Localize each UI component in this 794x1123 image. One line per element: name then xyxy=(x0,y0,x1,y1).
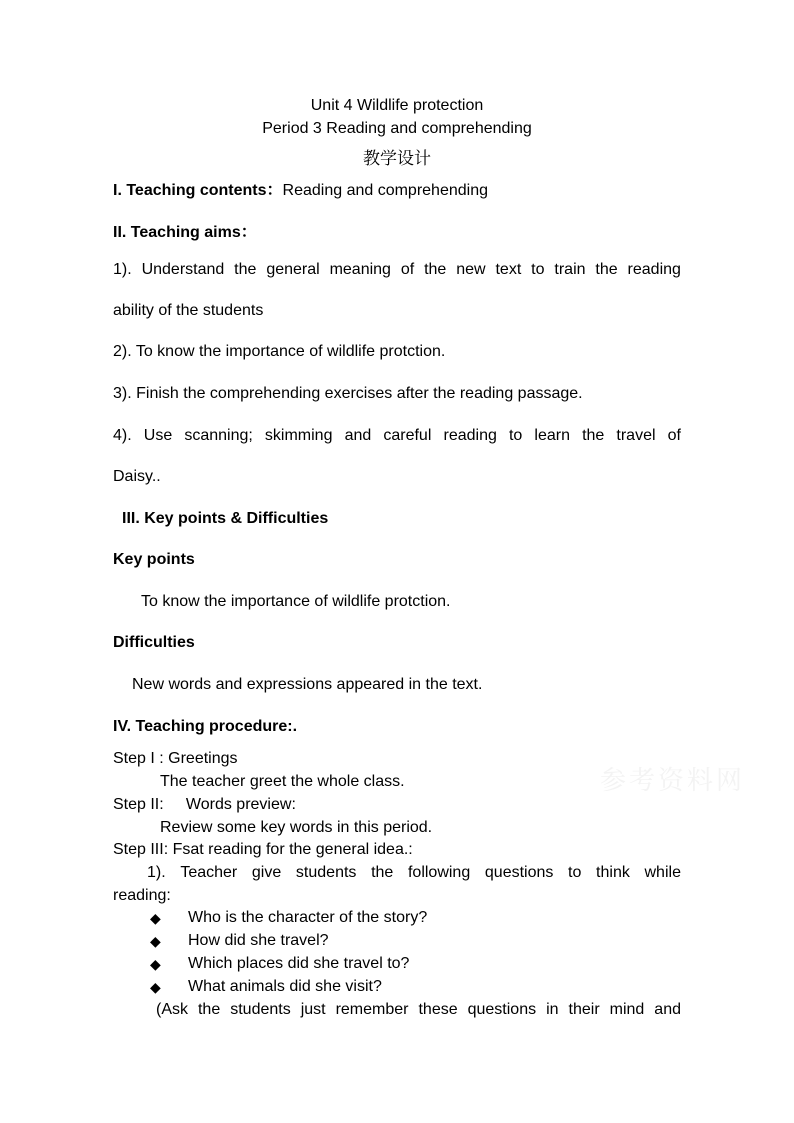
word: reading xyxy=(627,261,681,278)
word: questions xyxy=(484,864,554,881)
word: students xyxy=(230,1001,291,1018)
aim-1-line-2: ability of the students xyxy=(113,302,264,319)
word: (Ask xyxy=(156,1001,188,1018)
aim-4-line-1 xyxy=(113,427,681,445)
word: of xyxy=(667,427,681,444)
keypoints-label: Key points xyxy=(113,551,195,568)
word: following xyxy=(407,864,471,881)
question-item: How did she travel? xyxy=(188,932,329,949)
step-3-title: Step III: Fsat reading for the general idea.: xyxy=(113,841,413,858)
word: Teacher xyxy=(180,864,238,881)
word: the xyxy=(234,261,257,278)
word: and xyxy=(654,1001,681,1018)
step-3-line-2: reading: xyxy=(113,887,171,904)
word: skimming xyxy=(264,427,333,444)
word: the xyxy=(371,864,394,881)
word: general xyxy=(266,261,320,278)
question-item: Which places did she travel to? xyxy=(188,955,410,972)
word: of xyxy=(400,261,415,278)
word: to xyxy=(508,427,523,444)
keypoints-heading: III. Key points & Difficulties xyxy=(122,510,329,527)
diamond-bullet-icon: ◆ xyxy=(150,956,161,972)
word: reading xyxy=(443,427,497,444)
word: just xyxy=(300,1001,326,1018)
word: learn xyxy=(534,427,570,444)
contents-value: Reading and comprehending xyxy=(282,182,488,199)
word: students xyxy=(295,864,357,881)
chinese-title: 教学设计 xyxy=(363,149,431,169)
diamond-bullet-icon: ◆ xyxy=(150,933,161,949)
word: while xyxy=(644,864,681,881)
word: 4). xyxy=(113,427,132,444)
aim-1-line-1 xyxy=(113,261,681,279)
word: the xyxy=(595,261,618,278)
word: think xyxy=(596,864,630,881)
word: Understand xyxy=(141,261,225,278)
word: the xyxy=(197,1001,221,1018)
aim-4-line-2: Daisy.. xyxy=(113,468,161,485)
diamond-bullet-icon: ◆ xyxy=(150,979,161,995)
word: the xyxy=(424,261,447,278)
word: travel xyxy=(616,427,656,444)
teaching-aims-label: II. Teaching aims： xyxy=(113,224,257,241)
word: to xyxy=(531,261,545,278)
step-1-title: Step I : Greetings xyxy=(113,750,238,767)
word: these xyxy=(418,1001,458,1018)
contents-label: I. Teaching contents： xyxy=(113,182,283,199)
word: in xyxy=(546,1001,559,1018)
instruction-line xyxy=(156,1001,681,1019)
word: give xyxy=(251,864,282,881)
word: 1). xyxy=(113,261,132,278)
word: new xyxy=(456,261,486,278)
difficulties-text: New words and expressions appeared in the text. xyxy=(132,676,483,693)
word: text xyxy=(495,261,522,278)
word: scanning; xyxy=(184,427,253,444)
word: to xyxy=(568,864,582,881)
word: train xyxy=(554,261,586,278)
word: their xyxy=(568,1001,600,1018)
teaching-contents xyxy=(113,177,488,200)
word: 1). xyxy=(147,864,166,881)
word: the xyxy=(582,427,605,444)
keypoints-text: To know the importance of wildlife protction. xyxy=(141,593,451,610)
word: mind xyxy=(609,1001,645,1018)
step-2-text: Review some key words in this period. xyxy=(160,819,433,836)
document-title: Unit 4 Wildlife protection xyxy=(310,97,484,114)
word: questions xyxy=(467,1001,537,1018)
aim-2: 2). To know the importance of wildlife protction. xyxy=(113,343,446,360)
step-3-line-1 xyxy=(147,864,681,882)
word: meaning xyxy=(329,261,391,278)
question-item: Who is the character of the story? xyxy=(188,909,428,926)
diamond-bullet-icon: ◆ xyxy=(150,910,161,926)
word: careful xyxy=(383,427,432,444)
word: and xyxy=(344,427,372,444)
word: remember xyxy=(335,1001,409,1018)
procedure-heading: IV. Teaching procedure:. xyxy=(113,718,298,735)
word: Use xyxy=(143,427,173,444)
document-subtitle: Period 3 Reading and comprehending xyxy=(262,120,532,137)
step-1-text: The teacher greet the whole class. xyxy=(160,773,405,790)
question-item: What animals did she visit? xyxy=(188,978,382,995)
aim-3: 3). Finish the comprehending exercises after the reading passage. xyxy=(113,385,583,402)
watermark: 参考资料网 xyxy=(600,766,746,796)
step-2-title: Step II: Words preview: xyxy=(113,796,296,813)
difficulties-label: Difficulties xyxy=(113,634,195,651)
